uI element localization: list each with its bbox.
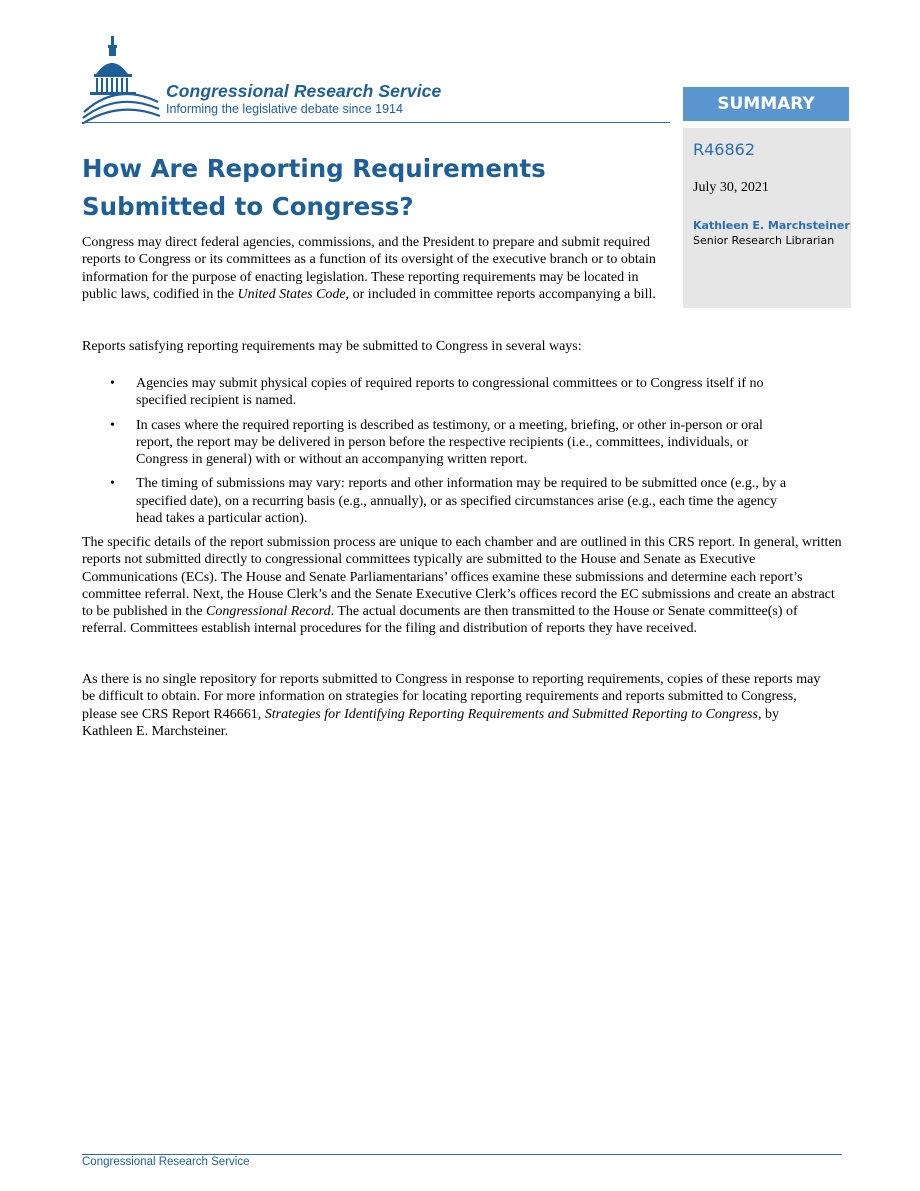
org-name: Congressional Research Service bbox=[166, 81, 442, 101]
paragraph-text: , by Kathleen E. Marchsteiner. bbox=[82, 706, 779, 739]
org-tagline: Informing the legislative debate since 1914 bbox=[166, 102, 403, 116]
bullet-icon: • bbox=[110, 376, 115, 391]
paragraph-repository bbox=[82, 671, 827, 740]
italic-term: United States Code bbox=[237, 286, 346, 302]
footer-divider bbox=[82, 1154, 842, 1155]
list-item bbox=[82, 375, 802, 410]
bullet-icon: • bbox=[110, 417, 115, 433]
list-item bbox=[82, 475, 802, 527]
report-info-panel bbox=[683, 128, 851, 308]
page-title: How Are Reporting Requirements Submitted to Congress? bbox=[82, 154, 546, 221]
report-link-title: Strategies for Identifying Reporting Requirements and Submitted Reporting to Congress bbox=[264, 706, 758, 722]
footer-org-name: Congressional Research Service bbox=[82, 1156, 250, 1168]
italic-term: Congressional Record bbox=[206, 604, 331, 620]
paragraph-process bbox=[82, 534, 842, 638]
bullet-icon: • bbox=[110, 476, 115, 492]
list-item bbox=[82, 417, 802, 469]
author-title: Senior Research Librarian bbox=[693, 234, 835, 247]
summary-label: SUMMARY bbox=[683, 87, 849, 121]
author-name: Kathleen E. Marchsteiner bbox=[693, 219, 850, 232]
paragraph-intro bbox=[82, 234, 657, 303]
capitol-dome-logo-icon bbox=[82, 34, 162, 124]
report-id: R46862 bbox=[693, 140, 756, 159]
list-item-text: The timing of submissions may vary: reports and other information may be required to be submitted once (e.g., by a specified date), on a recurring basis (e.g., annually), or as specified circumstances arise (e.g., each time the agency head takes a particular action). bbox=[136, 476, 787, 527]
crs-logo bbox=[82, 34, 482, 124]
list-item-text: In cases where the required reporting is described as testimony, or a meeting, briefing, or other in-person or oral report, the report may be delivered in person before the respective recipients (i.e., committees, individuals, or Congress in general) with or without an accompanying written report. bbox=[136, 417, 763, 468]
paragraph-text: , or included in committee reports accompanying a bill. bbox=[345, 286, 656, 302]
paragraph-text: As there is no single repository for reports submitted to Congress in response to reporting requirements, copies of these reports may be difficult to obtain. For more information on strategies for locating reporting requirements and reports submitted to Congress, please see CRS Report R46661, bbox=[82, 672, 821, 722]
submission-ways-list bbox=[82, 375, 802, 534]
paragraph-ways: Reports satisfying reporting requirements may be submitted to Congress in several ways: bbox=[82, 339, 582, 354]
report-date: July 30, 2021 bbox=[693, 180, 769, 195]
header-divider bbox=[82, 122, 670, 123]
paragraph-text: The specific details of the report submission process are unique to each chamber and are outlined in this CRS report. In general, written reports not submitted directly to congressional committees typically are submitted to the House and Senate as Executive Communications (ECs). The House and Senate Parliamentarians’ offices examine these submissions and determine each report’s committee referral. Next, the House Clerk’s and the Senate Executive Clerk’s offices record the EC submissions and create an abstract to be published in the bbox=[82, 535, 842, 620]
list-item-text: Agencies may submit physical copies of required reports to congressional committees or to Congress itself if no specified recipient is named. bbox=[136, 376, 764, 409]
paragraph-text: Congress may direct federal agencies, commissions, and the President to prepare and submit required reports to Congress or its committees as a function of its oversight of the executive branch or to obtain information for the purpose of enacting legislation. These reporting requirements may be located in public laws, codified in the bbox=[82, 235, 656, 302]
paragraph-text: . The actual documents are then transmitted to the House or Senate committee(s) of referral. Committees establish internal procedures for the filing and distribution of reports they have received. bbox=[82, 604, 798, 637]
